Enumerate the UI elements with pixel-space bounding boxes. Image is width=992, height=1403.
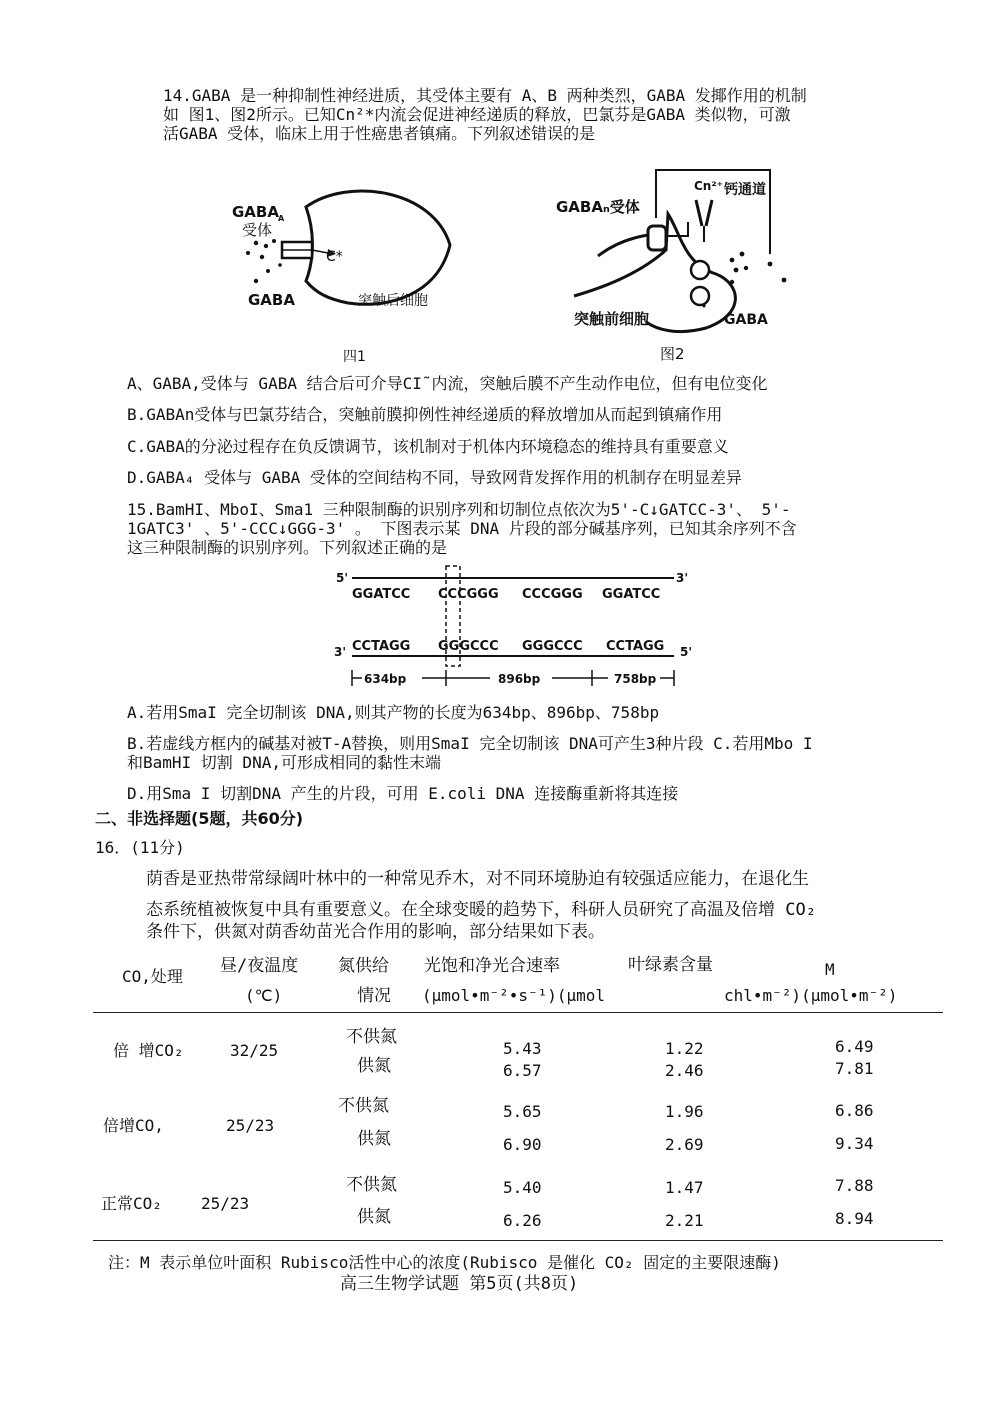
gaba-molecules [703, 252, 787, 308]
row3-m-1: 7.88 [835, 1176, 874, 1195]
fig2-cell-label: 突触前细胞 [574, 310, 650, 328]
q15-line3: 这三种限制酶的识别序列。下列叙述正确的是 [127, 538, 448, 557]
section-2-heading: 二、非选择题(5题，共60分) [95, 809, 304, 828]
row1-m-1: 6.49 [835, 1037, 874, 1056]
q16-paragraph-3: 条件下，供氮对荫香幼苗光合作用的影响，部分结果如下表。 [146, 922, 605, 942]
header-nitrogen: 氮供给 [338, 956, 389, 976]
row2-chl-2: 2.69 [665, 1135, 704, 1154]
row1-chl-2: 2.46 [665, 1061, 704, 1080]
row1-temp: 32/25 [230, 1041, 279, 1060]
dna-bottom-seq-1: CCTAGG [352, 639, 411, 654]
gaba-b-receptor [648, 226, 666, 250]
row3-chl-2: 2.21 [665, 1211, 704, 1230]
row2-m-1: 6.86 [835, 1101, 874, 1120]
figure-1-diagram [228, 185, 478, 315]
fig1-gaba-a-label: GABA [232, 203, 279, 221]
row1-co2: 倍 增CO₂ [113, 1041, 184, 1060]
row3-temp: 25/23 [201, 1194, 250, 1213]
row2-temp: 25/23 [226, 1116, 275, 1135]
q15-option-b-line2: 和BamHI 切割 DNA,可形成相同的黏性末端 [127, 753, 441, 772]
header-temperature: 昼/夜温度 [220, 956, 299, 976]
length-label-3: 758bp [614, 672, 657, 686]
row3-n2: 供氮 [357, 1207, 391, 1227]
row3-chl-1: 1.47 [665, 1178, 704, 1197]
q14-option-b: B.GABAn受体与巴氯芬结合，突触前膜抑例性神经递质的释放增加从而起到镇痛作用 [127, 405, 723, 424]
q14-option-a: A、GABA,受体与 GABA 结合后可介导CI˜内流，突触后膜不产生动作电位，但有电位变化 [127, 374, 768, 393]
dna-top-5-end: 5' [336, 571, 349, 585]
dna-bottom-seq-2: GGGCCC [438, 639, 499, 654]
row1-chl-1: 1.22 [665, 1039, 704, 1058]
fig1-receptor-label: 受体 [242, 221, 273, 239]
table-rule [93, 1012, 943, 1013]
q14-line3: 活GABA 受体，临床上用于性癌患者镇痛。下列叙述错误的是 [163, 124, 596, 143]
fig1-gaba-label: GABA [248, 291, 295, 309]
header-chlorophyll: 叶绿素含量 [628, 955, 713, 975]
q16-paragraph-1: 荫香是亚热带常绿阔叶林中的一种常见乔木，对不同环境胁迫有较强适应能力，在退化生 [146, 869, 809, 889]
gaba-molecules [246, 239, 282, 283]
q15-line1: 15.BamHI、MboI、Sma1 三种限制酶的识别序列和切制位点依次为5'-C↓GATCC-3'、 5'- [127, 500, 791, 519]
row2-rate-2: 6.90 [503, 1135, 542, 1154]
q15-option-d: D.用Sma I 切割DNA 产生的片段，可用 E.coli DNA 连接酶重新将其连接 [127, 784, 679, 803]
row2-m-2: 9.34 [835, 1134, 874, 1153]
row3-rate-2: 6.26 [503, 1211, 542, 1230]
header-nitrogen-2: 情况 [357, 986, 391, 1006]
row3-rate-1: 5.40 [503, 1178, 542, 1197]
length-label-2: 896bp [498, 672, 541, 686]
q15-option-a: A.若用SmaI 完全切制该 DNA,则其产物的长度为634bp、896bp、758bp [127, 703, 660, 722]
row1-m-2: 7.81 [835, 1059, 874, 1078]
row2-n2: 供氮 [357, 1129, 391, 1149]
row2-n1: 不供氮 [338, 1096, 389, 1116]
dna-bottom-seq-3: GGGCCC [522, 639, 583, 654]
fig1-cl-label: C* [326, 249, 343, 265]
row3-co2: 正常CO₂ [101, 1194, 162, 1213]
page-footer: 高三生物学试题 第5页(共8页) [340, 1274, 579, 1294]
row3-n1: 不供氮 [346, 1175, 397, 1195]
header-chlorophyll-unit: chl•m⁻²)(μmol•m⁻²) [724, 986, 898, 1005]
synaptic-vesicle-1 [691, 261, 709, 279]
q14-option-c: C.GABA的分泌过程存在负反馈调节，该机制对于机体内环境稳态的维持具有重要意义 [127, 437, 729, 456]
header-temperature-unit: (℃) [245, 986, 283, 1005]
row2-rate-1: 5.65 [503, 1102, 542, 1121]
dna-bottom-5-end: 5' [680, 645, 693, 659]
header-co2: CO,处理 [122, 967, 183, 986]
fig2-gaba-label: GABA [724, 312, 768, 328]
dna-top-seq-2: CCCGGG [438, 587, 499, 602]
table-bottom-rule [93, 1240, 943, 1241]
q14-line1: 14.GABA 是一种抑制性神经进质，其受体主要有 A、B 两种类烈，GABA 发揶作用的机制 [163, 86, 807, 105]
dna-top-seq-4: GGATCC [602, 587, 661, 602]
figure-2-caption: 图2 [660, 345, 685, 363]
header-rate: 光饱和净光合速率 [424, 956, 560, 976]
dna-top-seq-3: CCCGGG [522, 587, 583, 602]
length-label-1: 634bp [364, 672, 407, 686]
row1-n2: 供氮 [357, 1056, 391, 1076]
dna-top-3-end: 3' [676, 571, 689, 585]
fig2-receptor-label: GABAₙ受体 [556, 198, 640, 216]
table-note: 注：M 表示单位叶面积 Rubisco活性中心的浓度(Rubisco 是催化 CO₂ 固定的主要限速酶) [108, 1253, 781, 1272]
row2-co2: 倍增CO, [103, 1116, 164, 1135]
fig2-cn-label: Cn²⁺ [694, 179, 723, 193]
row2-chl-1: 1.96 [665, 1102, 704, 1121]
dna-top-seq-1: GGATCC [352, 587, 411, 602]
row1-n1: 不供氮 [346, 1027, 397, 1047]
dna-bottom-seq-4: CCTAGG [606, 639, 665, 654]
q14-line2: 如 图1、图2所示。已知Cn²*内流会促进神经递质的释放，巴氯芬是GABA 类似物，可激 [163, 105, 791, 124]
fig1-cell-label: 突触后细胞 [358, 293, 428, 309]
dna-bottom-3-end: 3' [334, 645, 347, 659]
q15-option-b-line1: B.若虚线方框内的碱基对被T-A替换，则用SmaI 完全切制该 DNA可产生3种片段 C.若用Mbo I [127, 734, 813, 753]
fig2-channel-label: 钙通道 [724, 182, 766, 198]
synaptic-vesicle-2 [691, 287, 709, 305]
row1-rate-1: 5.43 [503, 1039, 542, 1058]
q16-paragraph-2: 态系统植被恢复中具有重要意义。在全球变暖的趋势下，科研人员研究了高温及倍增 CO₂ [146, 900, 816, 920]
postsynaptic-membrane [306, 191, 450, 304]
figure-2-diagram [556, 164, 792, 336]
row3-m-2: 8.94 [835, 1209, 874, 1228]
q16-header: 16．(11分) [95, 838, 185, 857]
row1-rate-2: 6.57 [503, 1061, 542, 1080]
header-rate-unit: (μmol•m⁻²•s⁻¹)(μmol [422, 986, 606, 1005]
fig1-gaba-a-sub: A [278, 214, 285, 223]
figure-1-caption: 四1 [343, 349, 366, 365]
calcium-channel [696, 200, 712, 226]
q14-option-d: D.GABA₄ 受体与 GABA 受体的空间结构不同，导致网背发挥作用的机制存在明显差异 [127, 468, 742, 487]
dna-sequence-diagram [330, 562, 700, 690]
header-m: M [825, 960, 835, 979]
q15-line2: 1GATC3' 、5'-CCC↓GGG-3' 。 下图表示某 DNA 片段的部分碱基序列，已知其余序列不含 [127, 519, 797, 538]
